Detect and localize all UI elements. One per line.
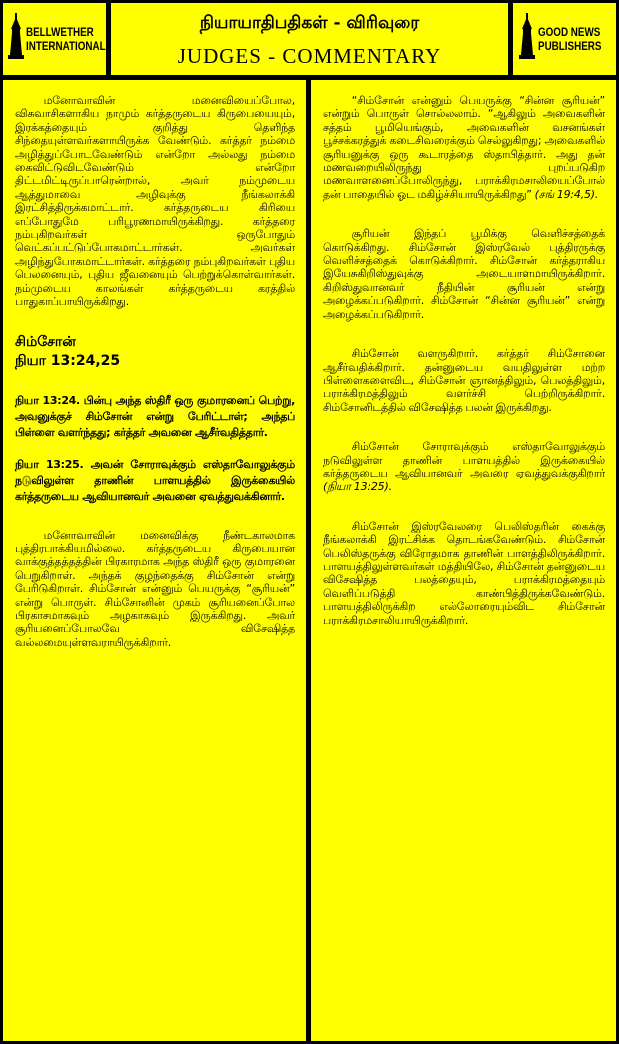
page-header (111, 3, 508, 75)
intro-paragraph: மனோவாவின் மனைவியைப்போல, விசுவாசிகளாகிய நாமும் கர்த்தருடைய கிருபையையும், இரக்கத்தையும் குறித்து தெளிந்த சிந்தையுள்ளவர்களாயிருக்க வேண்டும். கர்த்தர் நம்மை அழித்துப்போடவேண்டும் என்றோ அல்லது நம்மை கைவிட்டுவிடவேண்டும் என்றோ திட்டமிட்டிருப்பாரென்றால், அவர் நம்முடைய ஆத்துமாவை அழிவுக்கு நீங்கலாக்கி இரட்சித்திருக்கமாட்டார். கர்த்தருடைய கிரியை எப்போதுமே பரிபூரணமாயிருக்கிறது. கர்த்தரை நம்புகிறவர்கள் ஒருபோதும் வெட்கப்பட்டுப்போகமாட்டார்கள். அவர்கள் அழிந்துபோகமாட்டார்கள். கர்த்தரை நம்புகிறவர்கள் புதிய பெலனையும், புதிய ஜீவனையும் பெற்றுக்கொள்வார்கள். நம்முடைய காலங்கள் கர்த்தருடைய கரத்தில் பாதுகாப்பாயிருக்கிறது. (15, 94, 295, 309)
paragraph-text: சிம்சோன் சோராவுக்கும் எஸ்தாவோலுக்கும் நடுவிலுள்ள தாணின் பாளயத்தில் இருக்கையில் கர்த்தருடைய ஆவியானவர் அவரை ஏவத்துவக்குகிறார் (323, 440, 605, 480)
commentary-paragraph-4 (323, 440, 605, 494)
section-reference: நியா 13:24,25 (15, 352, 121, 369)
good-news-logo (513, 3, 616, 75)
verse-13-24: நியா 13:24. பின்பு அந்த ஸ்திரீ ஒரு குமாரனைப் பெற்று, அவனுக்குச் சிம்சோன் என்று பேரிட்டாள்; அந்தப் பிள்ளை வளர்ந்தது; கர்த்தர் அவனை ஆசீர்வதித்தார். (15, 393, 295, 439)
bellwether-logo-text: BELLWETHER INTERNATIONAL (26, 25, 106, 53)
verse-13-25: நியா 13:25. அவன் சோராவுக்கும் எஸ்தாவோலுக்கும் நடுவிலுள்ள தாணின் பாளயத்தில் இருக்கையில் கர்த்தருடைய ஆவியானவர் அவனை ஏவத்துவக்கினார். (15, 457, 295, 503)
commentary-paragraph-3: சிம்சோன் வளருகிறார். கர்த்தர் சிம்சோனை ஆசீர்வதிக்கிறார். தன்னுடைய வயதிலுள்ள மற்ற பிள்ளைகளைவிட, சிம்சோன் ஞானத்திலும், பெலத்திலும், பராக்கிரமத்திலும் வளர்ச்சி பெற்றிருக்கிறார். சிம்சோனிடத்தில் விசேஷித்த பலன் இருக்கிறது. (323, 347, 605, 414)
commentary-paragraph: மனோவாவின் மனைவிக்கு நீண்டகாலமாக புத்திரபாக்கியமில்லை. கர்த்தருடைய கிருபையான வாக்குத்தத்தத்தின் பிரகாரமாக அந்த ஸ்திரீ ஒரு குமாரனை பெறுகிறாள். அந்தக் குழந்தைக்கு சிம்சோன் என்று பேரிடுகிறாள். சிம்சோன் என்னும் பெயருக்கு “சூரியன்” என்று பொருள். சிம்சோனின் முகம் சூரியனைப்போல பிரகாசமாகவும் அழகாகவும் இருக்கிறது. அவர் சூரியனைப்போலவே விசேஷித்த வல்லமையுள்ளவராயிருக்கிறார். (15, 528, 295, 649)
scripture-reference: (சங் 19:4,5). (534, 187, 599, 201)
right-column (311, 80, 616, 1041)
bellwether-logo-panel (3, 3, 106, 75)
paragraph-text: “சிம்சோன் என்னும் பெயருக்கு “சின்ன சூரியன்” என்றும் பொருள் சொல்லலாம். “ஆகிலும் அவைகளின் சத்தம் பூமியெங்கும், அவைகளின் வசனங்கள் பூச்சக்கரத்துக் கடைசிவரைக்கும் செல்லுகிறது; அவைகளில் சூரியனுக்கு ஒரு கூடாரத்தை ஸ்தாபித்தார். அது தன் மணவறையிலிருந்து புறப்படுகிற மணவாளனைப்போலிருந்து, பராக்கிரமசாலியைப்போல் தன் பாதையில் ஓட மகிழ்ச்சியாயிருக்கிறது” (323, 94, 605, 201)
commentary-paragraph-5: சிம்சோன் இஸ்ரவேலரை பெலிஸ்தரின் கைக்கு நீங்கலாக்கி இரட்சிக்க தொடங்கவேண்டும். சிம்சோன் பெலிஸ்தருக்கு விரோதமாக தாணின் பாளத்திலிருக்கிறார். பாளயத்திலுள்ளவர்கள் மத்தியிலே, சிம்சோன் தன்னுடைய விசேஷித்த பலத்தையும், பராக்கிரமத்தையும் வெளிப்படுத்தி காண்பித்திருக்கவேண்டும். பாளயத்திலிருக்கிற எல்லோரையும்விட சிம்சோன் பராக்கிரமசாலியாயிருக்கிறார். (323, 519, 605, 627)
commentary-paragraph-1 (323, 94, 605, 201)
bellwether-logo (3, 3, 106, 75)
tower-icon (519, 13, 535, 59)
good-news-logo-panel (513, 3, 616, 75)
tower-icon (8, 13, 24, 59)
commentary-paragraph-2: சூரியன் இந்தப் பூமிக்கு வெளிச்சத்தைக் கொடுக்கிறது. சிம்சோன் இஸ்ரவேல் புத்திரருக்கு வெளிச்சத்தைக் கொடுக்கிறார். சிம்சோன் கர்த்தராகிய இயேசுகிறிஸ்துவுக்கு அடையாளமாயிருக்கிறார். கிறிஸ்துவானவர் நீதியின் சூரியன் என்று அழைக்கப்படுகிறார். சிம்சோன் “சின்ன சூரியன்” என்று அழைக்கப்படுகிறார். (323, 227, 605, 321)
title-english: JUDGES - COMMENTARY (177, 44, 442, 68)
left-column (3, 80, 306, 1041)
scripture-reference: (நியா 13:25). (323, 480, 392, 494)
title-tamil: நியாயாதிபதிகள் - விரிவுரை (199, 13, 420, 33)
section-heading: சிம்சோன் (15, 333, 76, 350)
good-news-logo-text: GOOD NEWS PUBLISHERS (538, 25, 602, 53)
